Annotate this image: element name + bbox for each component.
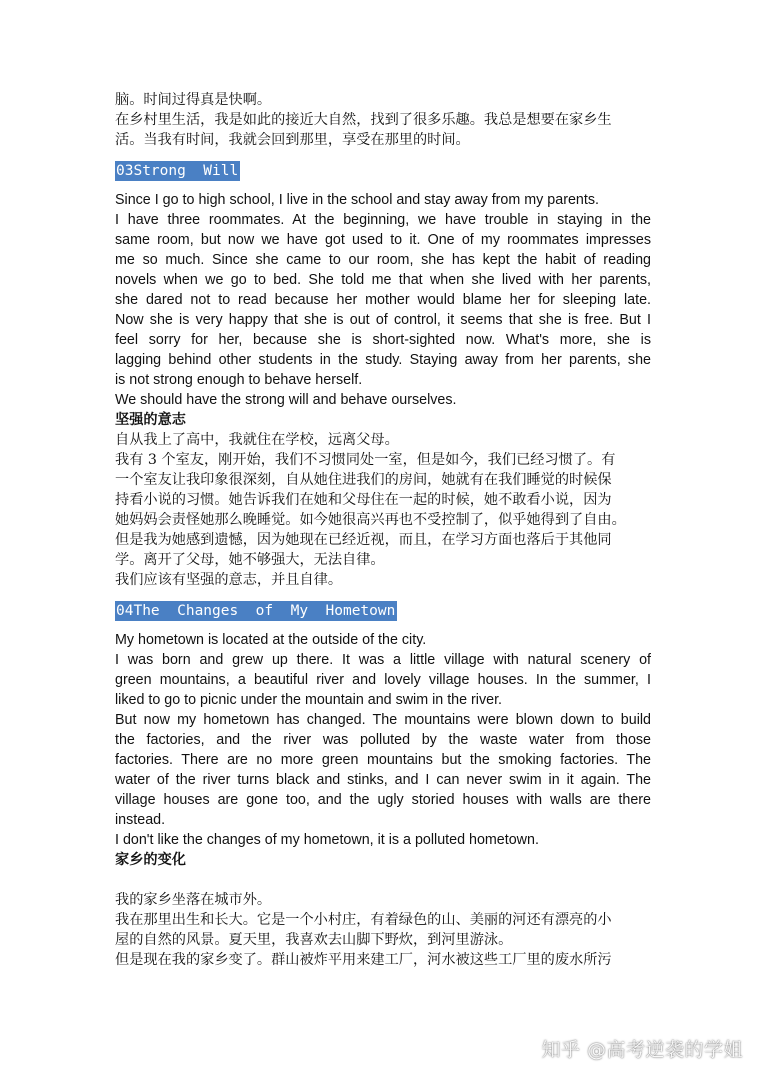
zhihu-watermark: 知乎 @高考逆袭的学姐	[541, 1039, 743, 1061]
essay-line: water of the river turns black and stinks, and I can never swim in it again. The	[115, 772, 651, 788]
essay-line: green mountains, a beautiful river and lovely village houses. In the summer, I	[115, 672, 651, 688]
essay-line: But now my hometown has changed. The mountains were blown down to build	[115, 712, 651, 728]
translation-line: 我的家乡坐落在城市外。	[115, 892, 272, 908]
essay-line: village houses are gone too, and the ugly storied houses with walls are there	[115, 792, 651, 808]
section-3-heading-wrap	[115, 160, 651, 180]
essay-line: me so much. Since she came to our room, she has kept the habit of reading	[115, 252, 651, 268]
essay-line: I was born and grew up there. It was a little village with natural scenery of	[115, 652, 651, 668]
essay-line: We should have the strong will and behave ourselves.	[115, 392, 457, 408]
essay-line: she dared not to read because her mother would blame her for sleeping late.	[115, 292, 651, 308]
translation-line: 持看小说的习惯。她告诉我们在她和父母住在一起的时候，她不敢看小说，因为	[115, 492, 612, 508]
essay-line: instead.	[115, 812, 166, 828]
essay-line: the factories, and the river was polluted by the waste water from those	[115, 732, 651, 748]
translation-line: 自从我上了高中，我就住在学校，远离父母。	[115, 432, 399, 448]
translation-line: 我在那里出生和长大。它是一个小村庄，有着绿色的山、美丽的河还有漂亮的小	[115, 912, 612, 928]
translation-line: 我们应该有坚强的意志，并且自律。	[115, 572, 343, 588]
translation-line: 屋的自然的风景。夏天里，我喜欢去山脚下野炊，到河里游泳。	[115, 932, 513, 948]
essay-line: same room, but now we have got used to it. One of my roommates impresses	[115, 232, 651, 248]
translation-line: 她妈妈会责怪她那么晚睡觉。如今她很高兴再也不受控制了，似乎她得到了自由。	[115, 512, 626, 528]
section-4-heading-wrap	[115, 600, 651, 620]
section-4-chinese-title: 家乡的变化	[115, 852, 186, 868]
section-4-heading: 04The Changes of My Hometown	[116, 603, 396, 619]
essay-line: My hometown is located at the outside of the city.	[115, 632, 427, 648]
essay-line: liked to go to picnic under the mountain and swim in the river.	[115, 692, 503, 708]
essay-line: I don't like the changes of my hometown, it is a polluted hometown.	[115, 832, 539, 848]
essay-line: feel sorry for her, because she is short-sighted now. What's more, she is	[115, 332, 651, 348]
intro-line: 在乡村里生活，我是如此的接近大自然，找到了很多乐趣。我总是想要在家乡生	[115, 112, 612, 128]
essay-line: lagging behind other students in the study. Staying away from her parents, she	[115, 352, 651, 368]
essay-line: Now she is very happy that she is out of control, it seems that she is free. But I	[115, 312, 651, 328]
translation-line: 学。离开了父母，她不够强大，无法自律。	[115, 552, 385, 568]
section-3-heading: 03Strong Will	[116, 163, 239, 179]
translation-line: 一个室友让我印象很深刻，自从她住进我们的房间，她就有在我们睡觉的时候保	[115, 472, 612, 488]
translation-line: 但是我为她感到遗憾，因为她现在已经近视，而且，在学习方面也落后于其他同	[115, 532, 612, 548]
essay-line: is not strong enough to behave herself.	[115, 372, 363, 388]
intro-line: 脑。时间过得真是快啊。	[115, 92, 272, 108]
essay-line: factories. There are no more green mountains but the smoking factories. The	[115, 752, 651, 768]
essay-line: Since I go to high school, I live in the school and stay away from my parents.	[115, 192, 599, 208]
document-page	[115, 90, 651, 970]
translation-line: 但是现在我的家乡变了。群山被炸平用来建工厂，河水被这些工厂里的废水所污	[115, 952, 612, 968]
essay-line: novels when we go to bed. She told me that when she lived with her parents,	[115, 272, 651, 288]
intro-line: 活。当我有时间，我就会回到那里，享受在那里的时间。	[115, 132, 470, 148]
essay-line: I have three roommates. At the beginning, we have trouble in staying in the	[115, 212, 651, 228]
translation-line: 我有 3 个室友，刚开始，我们不习惯同处一室，但是如今，我们已经习惯了。有	[115, 452, 616, 468]
section-3-chinese-title: 坚强的意志	[115, 412, 186, 428]
